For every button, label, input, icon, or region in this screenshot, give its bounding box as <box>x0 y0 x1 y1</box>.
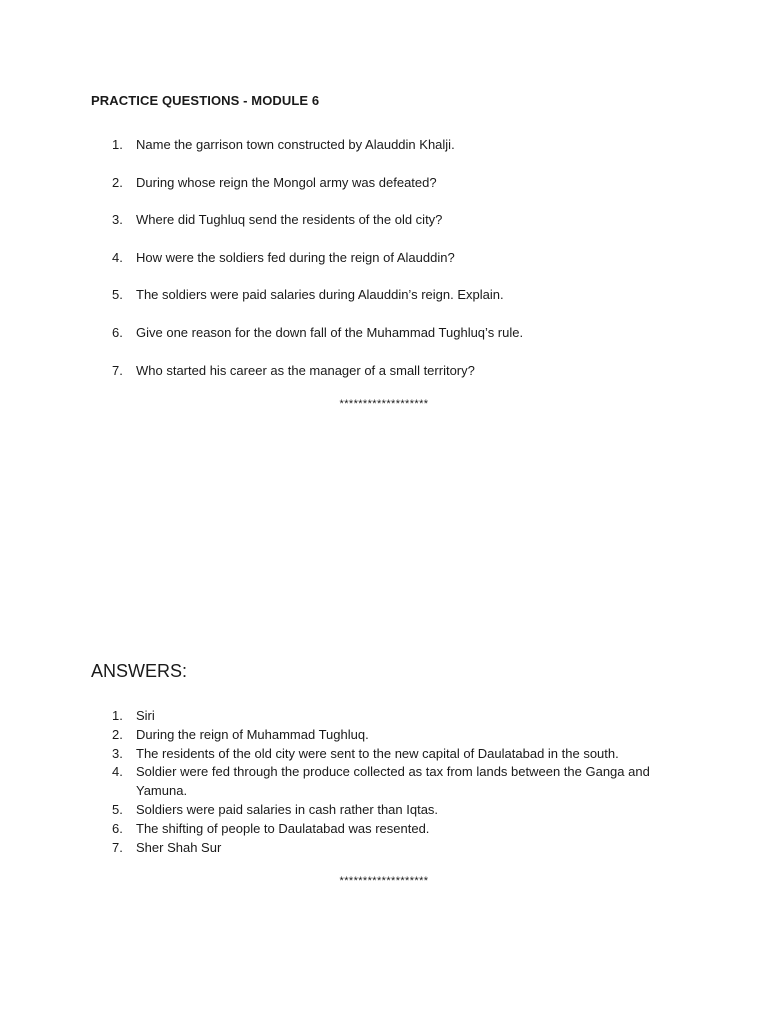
section-separator: ******************* <box>339 398 429 410</box>
answer-number: 1. <box>112 708 123 723</box>
answer-item <box>0 839 768 858</box>
question-item <box>0 137 768 175</box>
question-text: Name the garrison town constructed by Alauddin Khalji. <box>136 137 455 152</box>
answer-item <box>0 745 768 764</box>
page-title: PRACTICE QUESTIONS - MODULE 6 <box>91 93 320 108</box>
question-number: 2. <box>112 174 123 190</box>
question-item <box>0 287 768 325</box>
question-number: 5. <box>112 287 123 303</box>
answer-text: During the reign of Muhammad Tughluq. <box>136 726 369 742</box>
answer-text: Soldiers were paid salaries in cash rather than Iqtas. <box>136 801 439 817</box>
answer-item <box>0 763 768 801</box>
answer-number: 5. <box>112 801 123 817</box>
answer-text: Soldier were fed through the produce collected as tax from lands between the Ganga and Yamuna. <box>136 764 650 799</box>
question-item <box>0 325 768 363</box>
answer-item <box>0 801 768 820</box>
answer-text: The residents of the old city were sent to the new capital of Daulatabad in the south. <box>136 745 619 761</box>
section-separator: ******************* <box>339 875 429 887</box>
question-number: 4. <box>112 249 123 265</box>
question-number: 7. <box>112 362 123 378</box>
question-number: 1. <box>112 137 123 152</box>
question-text: How were the soldiers fed during the reign of Alauddin? <box>136 249 455 265</box>
question-number: 3. <box>112 212 123 228</box>
answer-number: 4. <box>112 764 123 780</box>
question-number: 6. <box>112 324 123 340</box>
answer-text: The shifting of people to Daulatabad was resented. <box>136 820 430 836</box>
answer-number: 2. <box>112 726 123 742</box>
question-item <box>0 212 768 250</box>
question-text: During whose reign the Mongol army was defeated? <box>136 174 437 190</box>
question-item <box>0 363 768 401</box>
question-text: Give one reason for the down fall of the Muhammad Tughluq’s rule. <box>136 324 524 340</box>
answer-item <box>0 726 768 745</box>
answer-number: 7. <box>112 839 123 855</box>
answer-text: Siri <box>136 708 155 723</box>
question-item <box>0 250 768 288</box>
question-text: Where did Tughluq send the residents of the old city? <box>136 212 443 228</box>
answers-list <box>0 707 768 857</box>
answers-heading: ANSWERS: <box>91 661 188 681</box>
answer-item <box>0 707 768 726</box>
answer-number: 3. <box>112 745 123 761</box>
question-item <box>0 175 768 213</box>
questions-list <box>0 137 768 400</box>
question-text: The soldiers were paid salaries during Alauddin’s reign. Explain. <box>136 287 504 303</box>
answer-number: 6. <box>112 820 123 836</box>
answer-text: Sher Shah Sur <box>136 839 222 855</box>
answer-item <box>0 820 768 839</box>
question-text: Who started his career as the manager of a small territory? <box>136 362 475 378</box>
